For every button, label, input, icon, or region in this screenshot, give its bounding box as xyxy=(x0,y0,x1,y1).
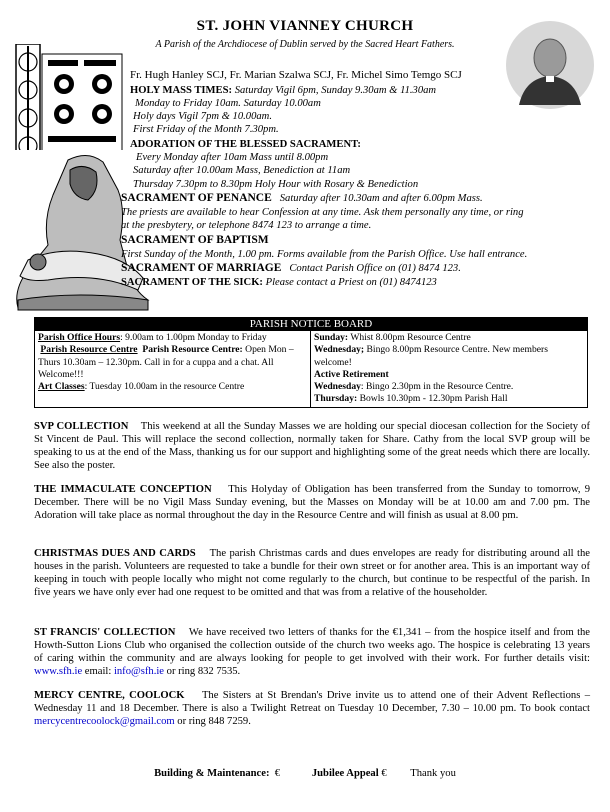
art-classes-text: : Tuesday 10.00am in the resource Centre xyxy=(84,381,245,393)
st-francis-phone: or ring 832 7535. xyxy=(164,666,241,677)
sick-heading: SACRAMENT OF THE SICK: xyxy=(121,277,263,288)
jubilee-appeal-label: Jubilee Appeal xyxy=(311,768,379,779)
notice-board-left-column xyxy=(35,331,311,407)
marriage-line xyxy=(121,262,461,275)
wednesday-item xyxy=(314,344,584,369)
baptism-text: First Sunday of the Month, 1.00 pm. Forms available from the Parish Office. Use hall entrance. xyxy=(121,249,528,260)
office-hours-label: Parish Office Hours xyxy=(38,332,121,343)
svp-text: This weekend at all the Sunday Masses we are holding our special diocesan collection for the Society of St Vincent de Paul. This will replace the second collection, normally taken for Share. Cathy from the local SVP group will be speaking to us at the end of the Mass, thanking us for our support and highlighting some of the great needs which there are locally. See also the poster. xyxy=(34,421,591,471)
st-francis-heading: ST FRANCIS' COLLECTION xyxy=(34,627,176,638)
church-title: ST. JOHN VIANNEY CHURCH xyxy=(196,18,414,34)
mercy-centre-heading: MERCY CENTRE, COOLOCK xyxy=(34,690,185,701)
adoration-line: Thursday 7.30pm to 8.30pm Holy Hour with Rosary & Benediction xyxy=(133,179,419,190)
penance-text: The priests are available to hear Confession at any time. Ask them personally any time, or ring xyxy=(121,207,524,218)
adoration-line: Saturday after 10.00am Mass, Benediction at 11am xyxy=(133,165,351,176)
svp-paragraph xyxy=(34,420,590,472)
st-francis-paragraph xyxy=(34,626,590,678)
mass-times-line xyxy=(130,84,436,97)
mercy-centre-phone: or ring 848 7259. xyxy=(174,716,251,727)
adoration-heading: ADORATION OF THE BLESSED SACRAMENT: xyxy=(130,139,361,150)
footer xyxy=(0,768,610,779)
founder-portrait-icon xyxy=(505,20,595,110)
notice-board-title: PARISH NOTICE BOARD xyxy=(35,318,587,331)
sfh-email-link[interactable]: info@sfh.ie xyxy=(113,666,164,677)
resource-centre-label-2: Parish Resource Centre: xyxy=(142,344,243,356)
penance-text: Saturday after 10.30am and after 6.00pm Mass. xyxy=(279,193,483,204)
building-maintenance-label: Building & Maintenance: xyxy=(154,768,270,779)
resource-centre-item xyxy=(38,344,307,381)
immaculate-heading: THE IMMACULATE CONCEPTION xyxy=(34,484,212,495)
mercy-centre-paragraph xyxy=(34,689,590,728)
mass-times-text: Saturday Vigil 6pm, Sunday 9.30am & 11.30am xyxy=(234,85,437,96)
sunday-text: Whist 8.00pm Resource Centre xyxy=(348,332,471,343)
resource-centre-text: Open Mon – Thurs 10.30am – 12.30pm. Call in for a cuppa and a chat. All Welcome!!! xyxy=(38,344,294,380)
christmas-text: The parish Christmas cards and dues envelopes are ready for distributing around all the houses in the parish. Volunteers are requested to take a bundle for their own street or for another area. This is an important way of keeping in touch with people locally who might not come regularly to the church, but continue to be respectful of the parish. In five years we have only ever had one request to be omitted and that was from a relative of the householder. xyxy=(34,548,590,598)
notice-board-right-column xyxy=(311,331,587,407)
clergy-names: Fr. Hugh Hanley SCJ, Fr. Marian Szalwa SCJ, Fr. Michel Simo Temgo SCJ xyxy=(130,69,462,81)
marriage-heading: SACRAMENT OF MARRIAGE xyxy=(121,262,282,274)
wednesday-bingo-item xyxy=(314,381,584,393)
penance-text: at the presbytery, or telephone 8474 123 to arrange a time. xyxy=(121,220,372,231)
sunday-item xyxy=(314,332,584,344)
adoration-line: Every Monday after 10am Mass until 8.00pm xyxy=(136,152,329,163)
thursday-label: Thursday: xyxy=(314,393,358,405)
sick-line xyxy=(121,276,437,289)
art-classes-item xyxy=(38,381,307,393)
baptism-heading: SACRAMENT OF BAPTISM xyxy=(121,234,269,246)
wednesday-bingo-label: Wednesday xyxy=(314,381,361,393)
office-hours-text: : 9.00am to 1.00pm Monday to Friday xyxy=(120,332,267,343)
mass-times-heading: HOLY MASS TIMES: xyxy=(130,85,233,96)
sunday-label: Sunday: xyxy=(314,332,349,343)
immaculate-text: This Holyday of Obligation has been transferred from the Sunday to tomorrow, 9 December. There will be no Vigil Mass Sunday evening, but the Masses on Monday will be at 10.00 am and 7.00 pm. The Adoration will take place as normal throughout the day in the Resource Centre and will finish as usual at 8.00 pm. xyxy=(34,484,590,521)
marriage-text: Contact Parish Office on (01) 8474 123. xyxy=(289,263,461,274)
svp-heading: SVP COLLECTION xyxy=(34,421,129,432)
christmas-heading: CHRISTMAS DUES AND CARDS xyxy=(34,548,196,559)
art-classes-label: Art Classes xyxy=(38,381,85,393)
sick-text: Please contact a Priest on (01) 8474123 xyxy=(265,277,437,288)
church-subtitle: A Parish of the Archdiocese of Dublin served by the Sacred Heart Fathers. xyxy=(155,39,455,50)
wednesday-text: Bingo 8.00pm Resource Centre. New members welcome! xyxy=(314,344,548,368)
building-maintenance-value: € xyxy=(274,768,281,779)
active-retirement-label: Active Retirement xyxy=(314,368,389,380)
christmas-paragraph xyxy=(34,547,590,599)
penance-line xyxy=(121,192,483,205)
office-hours-item xyxy=(38,332,307,344)
mercy-centre-text: The Sisters at St Brendan's Drive invite us to attend one of their Advent Reflections – Wednesday 11 and 18 December. There is also a Twilight Retreat on Tuesday 10 December, 7.30 – 10.00 pm. To book contact xyxy=(34,690,591,714)
thursday-item xyxy=(314,393,584,405)
thursday-text: Bowls 10.30pm - 12.30pm Parish Hall xyxy=(357,393,508,405)
immaculate-paragraph xyxy=(34,483,590,522)
sfh-website-link[interactable]: www.sfh.ie xyxy=(34,666,83,677)
penance-heading: SACRAMENT OF PENANCE xyxy=(121,192,272,204)
weekday-mass-line: Monday to Friday 10am. Saturday 10.00am xyxy=(135,98,321,109)
notice-board xyxy=(34,317,588,408)
thank-you-text: Thank you xyxy=(410,768,456,779)
wednesday-label: Wednesday; xyxy=(314,344,365,356)
holyday-mass-line: Holy days Vigil 7pm & 10.00am. xyxy=(133,111,272,122)
first-friday-line: First Friday of the Month 7.30pm. xyxy=(133,124,279,135)
wednesday-bingo-text: : Bingo 2.30pm in the Resource Centre. xyxy=(360,381,514,393)
jubilee-appeal-value: € xyxy=(381,768,387,779)
st-francis-text: We have received two letters of thanks for the €1,341 – from the hospice itself and from the Howth-Sutton Lions Club who organised the collection outside of the church two weeks ago. The hospice is celebrating 13 years of caring within the community and are always looking for people to get involved with their work. For further details visit: xyxy=(34,627,591,664)
resource-centre-label: Parish Resource Centre xyxy=(40,344,138,356)
mercy-centre-email-link[interactable]: mercycentrecoolock@gmail.com xyxy=(34,716,175,727)
email-label: email: xyxy=(82,666,114,677)
